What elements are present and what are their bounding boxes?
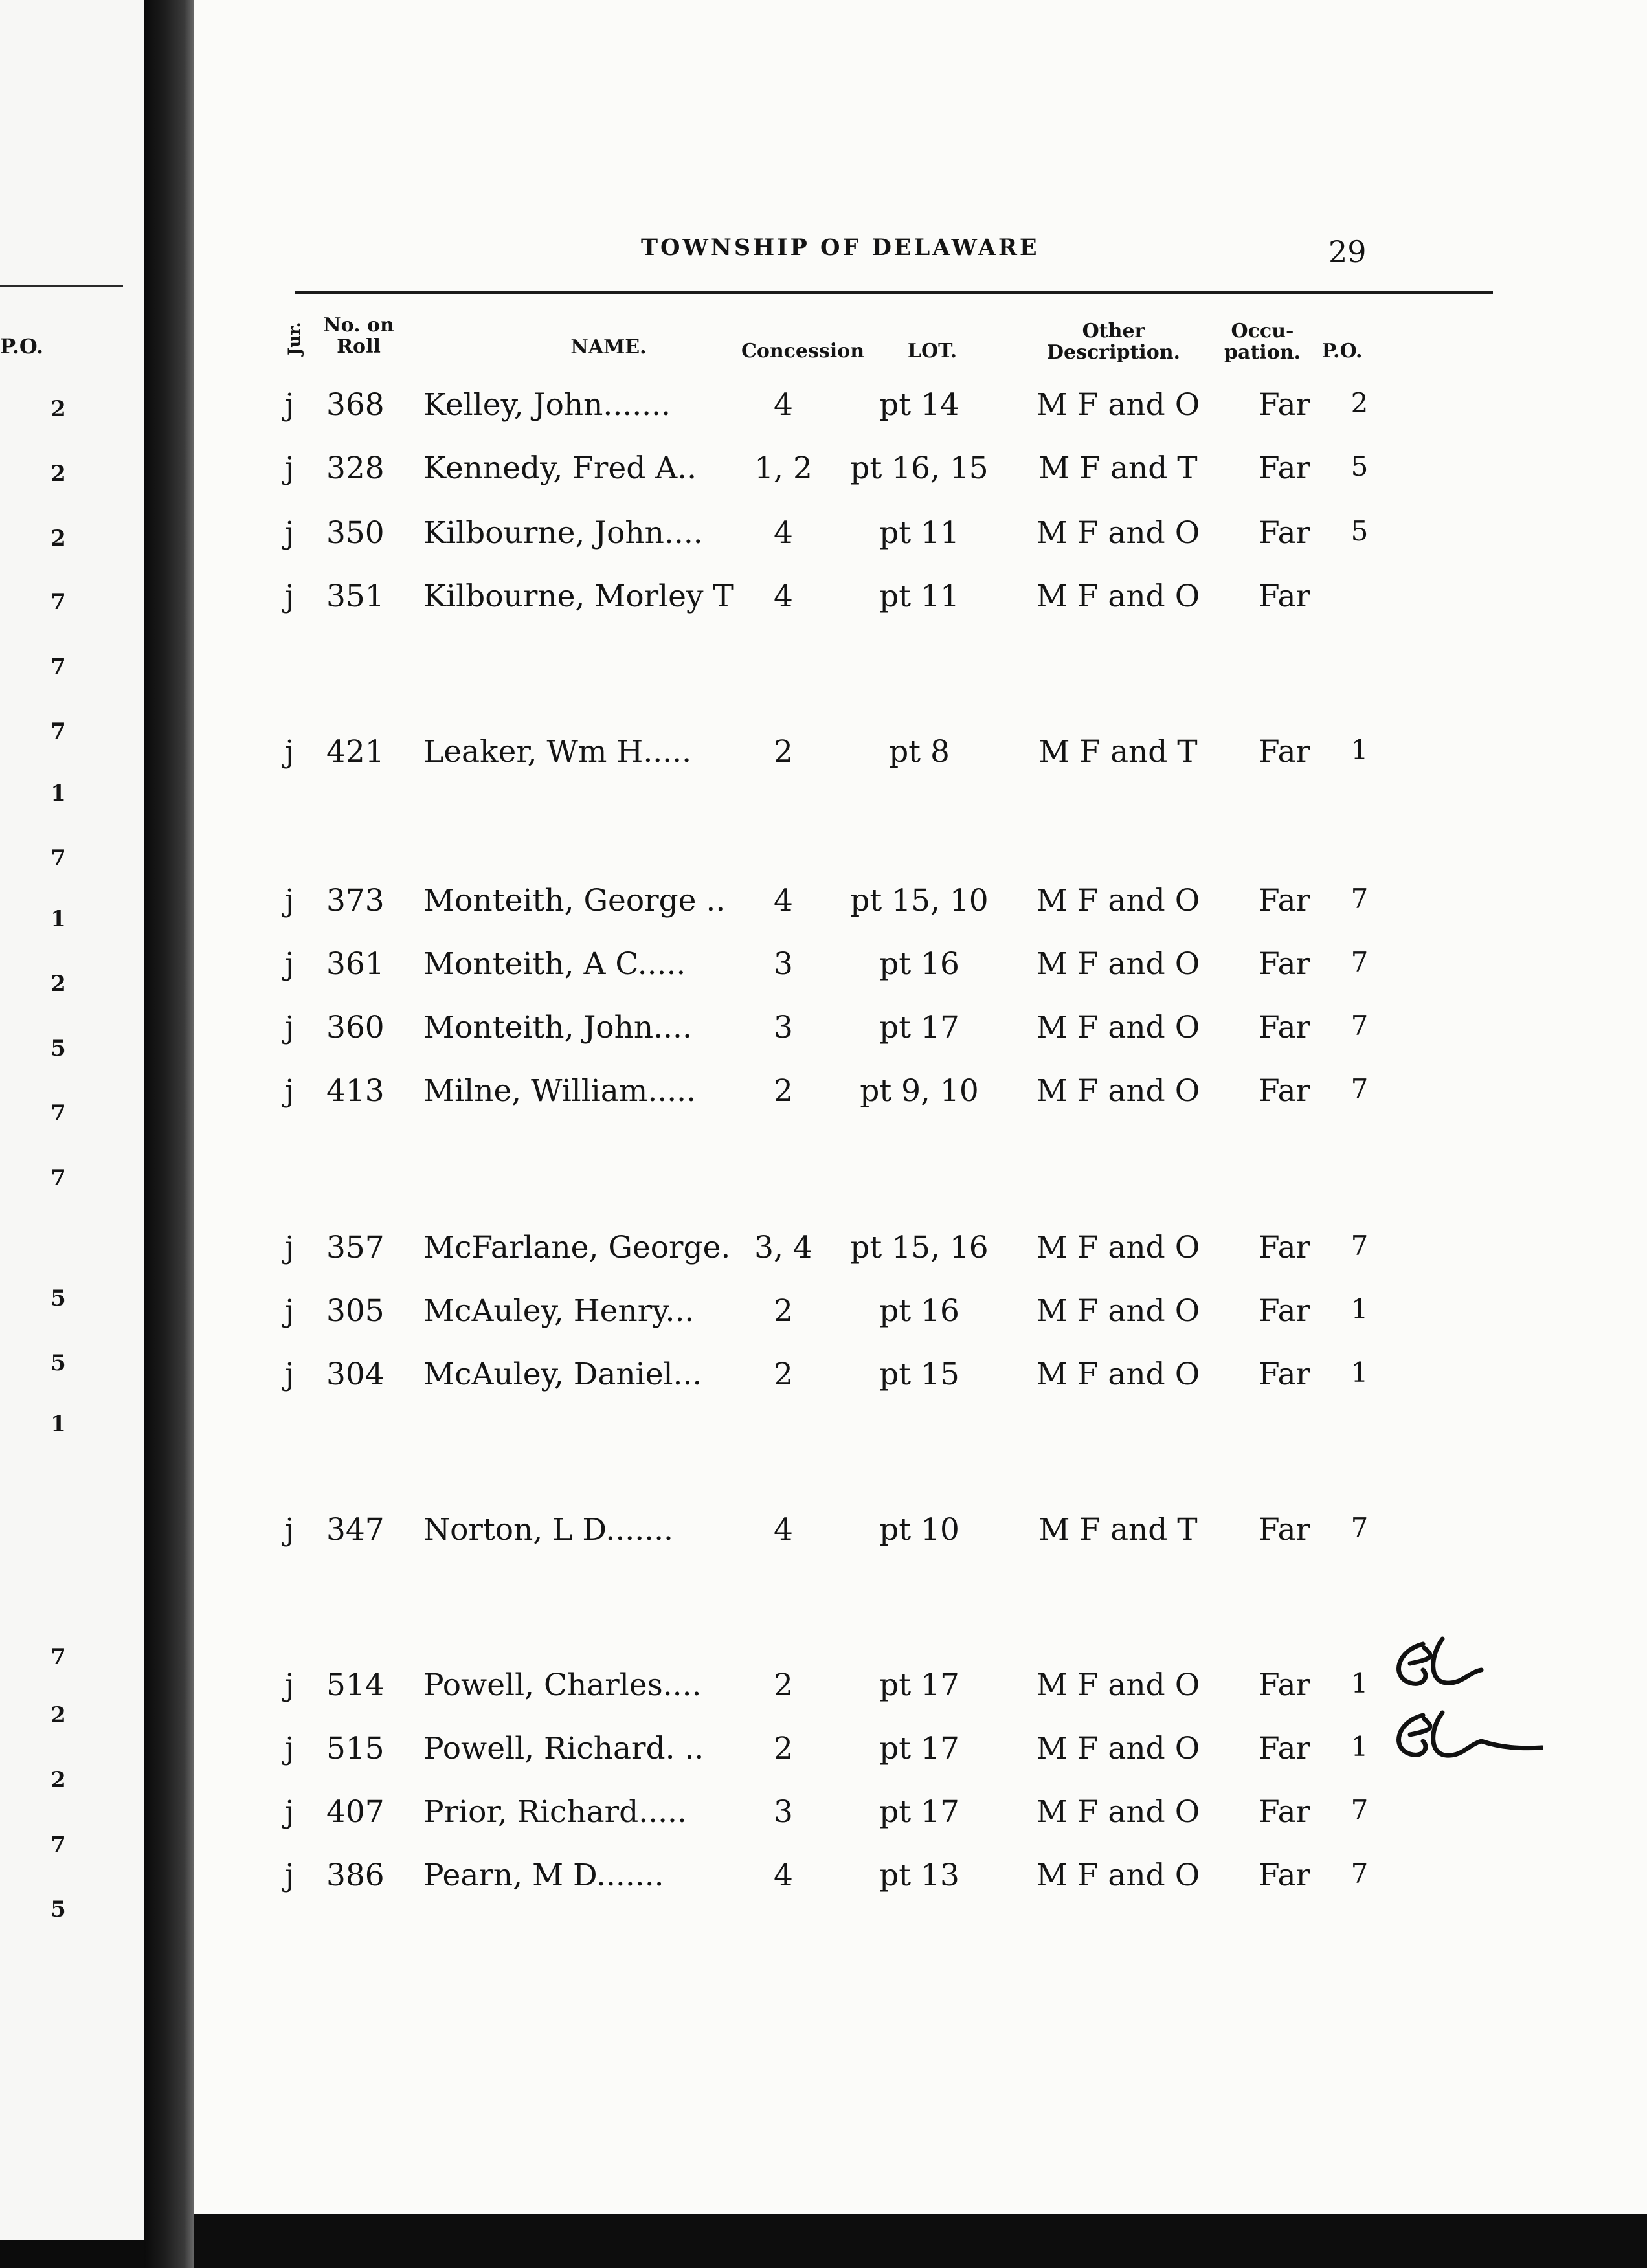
cell-name: Milne, William.....	[423, 1073, 697, 1109]
cell-roll-number: 421	[326, 734, 385, 770]
cell-po: 7	[1350, 1858, 1369, 1889]
cell-name: Leaker, Wm H.....	[423, 734, 692, 770]
column-header-occupation	[1204, 320, 1321, 363]
cell-roll-number: 351	[326, 579, 385, 614]
cell-po: 1	[1350, 734, 1369, 766]
cell-po: 7	[1350, 1073, 1369, 1105]
cell-jur: j	[285, 946, 295, 982]
cell-concession: 2	[774, 734, 793, 770]
cell-concession: 4	[774, 1512, 793, 1548]
cell-roll-number: 373	[326, 883, 385, 918]
cell-occupation: Far	[1259, 387, 1310, 423]
cell-occupation: Far	[1259, 1667, 1310, 1703]
cell-po: 7	[1350, 1794, 1369, 1826]
cell-roll-number: 360	[326, 1010, 385, 1045]
cell-concession: 4	[774, 1858, 793, 1893]
cell-jur: j	[285, 883, 295, 918]
cell-occupation: Far	[1259, 450, 1310, 486]
column-header-name: NAME.	[570, 336, 647, 359]
previous-page-po-value: 7	[50, 718, 66, 744]
previous-page-po-value: 2	[50, 526, 66, 551]
cell-occupation: Far	[1259, 1794, 1310, 1830]
previous-page-po-header: P.O.	[0, 334, 44, 359]
cell-concession: 4	[774, 883, 793, 918]
cell-occupation: Far	[1259, 946, 1310, 982]
table-row	[194, 1357, 1647, 1402]
previous-page-po-value: 7	[50, 1644, 66, 1670]
cell-po: 7	[1350, 946, 1369, 978]
cell-lot: pt 9, 10	[860, 1073, 979, 1109]
cell-occupation: Far	[1259, 1357, 1310, 1392]
cell-po: 2	[1350, 387, 1369, 419]
cell-name: McFarlane, George.	[423, 1230, 731, 1265]
cell-lot: pt 16	[879, 1293, 959, 1329]
cell-name: Norton, L D.......	[423, 1512, 673, 1548]
cell-concession: 3	[774, 1794, 793, 1830]
cell-po: 7	[1350, 1010, 1369, 1041]
column-header-jur: Jur.	[285, 322, 305, 355]
cell-po: 1	[1350, 1357, 1369, 1388]
previous-page-po-value: 5	[50, 1036, 66, 1062]
column-header-po: P.O.	[1321, 340, 1363, 362]
table-row	[194, 1794, 1647, 1840]
column-header-other-description-line2: Description.	[1047, 341, 1180, 364]
cell-description: M F and O	[1036, 579, 1200, 614]
cell-concession: 2	[774, 1073, 793, 1109]
cell-concession: 2	[774, 1667, 793, 1703]
cell-roll-number: 386	[326, 1858, 385, 1893]
column-header-lot: LOT.	[907, 340, 958, 362]
column-header-no-on-roll	[313, 315, 404, 357]
cell-concession: 4	[774, 515, 793, 551]
previous-page-po-value: 1	[50, 781, 66, 806]
cell-jur: j	[285, 579, 295, 614]
table-row	[194, 946, 1647, 992]
cell-occupation: Far	[1259, 883, 1310, 918]
cell-lot: pt 17	[879, 1794, 959, 1830]
previous-page-po-value: 7	[50, 1832, 66, 1858]
cell-description: M F and O	[1036, 1858, 1200, 1893]
cell-roll-number: 361	[326, 946, 385, 982]
table-row	[194, 883, 1647, 928]
previous-page-po-value: 2	[50, 971, 66, 997]
cell-roll-number: 328	[326, 450, 385, 486]
cell-roll-number: 304	[326, 1357, 385, 1392]
cell-name: Monteith, A C.....	[423, 946, 686, 982]
cell-roll-number: 305	[326, 1293, 385, 1329]
cell-roll-number: 514	[326, 1667, 385, 1703]
cell-lot: pt 8	[889, 734, 950, 770]
cell-roll-number: 407	[326, 1794, 385, 1830]
ledger-page	[194, 0, 1647, 2214]
cell-name: Kennedy, Fred A..	[423, 450, 697, 486]
cell-jur: j	[285, 1230, 295, 1265]
cell-po: 1	[1350, 1293, 1369, 1325]
table-row	[194, 1010, 1647, 1055]
previous-page-po-value: 2	[50, 461, 66, 487]
cell-occupation: Far	[1259, 579, 1310, 614]
cell-occupation: Far	[1259, 515, 1310, 551]
cell-roll-number: 350	[326, 515, 385, 551]
cell-roll-number: 357	[326, 1230, 385, 1265]
previous-page-po-value: 7	[50, 589, 66, 615]
cell-jur: j	[285, 515, 295, 551]
table-row	[194, 450, 1647, 496]
cell-jur: j	[285, 450, 295, 486]
cell-jur: j	[285, 1794, 295, 1830]
column-header-occupation-line1: Occu-	[1231, 320, 1294, 342]
cell-po: 7	[1350, 883, 1369, 915]
cell-lot: pt 17	[879, 1731, 959, 1766]
previous-page-po-value: 1	[50, 906, 66, 932]
cell-po: 7	[1350, 1230, 1369, 1262]
table-row	[194, 1293, 1647, 1339]
cell-name: Pearn, M D.......	[423, 1858, 664, 1893]
cell-jur: j	[285, 387, 295, 423]
previous-page-po-value: 5	[50, 1896, 66, 1922]
previous-page-po-value: 5	[50, 1285, 66, 1311]
cell-occupation: Far	[1259, 734, 1310, 770]
page-number: 29	[1328, 234, 1367, 269]
binding-gutter	[144, 0, 194, 2268]
cell-lot: pt 15, 10	[850, 883, 989, 918]
cell-name: McAuley, Henry...	[423, 1293, 695, 1329]
cell-description: M F and T	[1038, 450, 1198, 486]
cell-concession: 2	[774, 1293, 793, 1329]
cell-name: Monteith, George ..	[423, 883, 726, 918]
cell-roll-number: 368	[326, 387, 385, 423]
cell-description: M F and O	[1036, 1010, 1200, 1045]
cell-description: M F and O	[1036, 515, 1200, 551]
cell-lot: pt 11	[879, 579, 959, 614]
cell-description: M F and O	[1036, 1293, 1200, 1329]
page-bottom-edge	[194, 2214, 1647, 2268]
cell-description: M F and O	[1036, 1073, 1200, 1109]
table-row	[194, 1073, 1647, 1118]
cell-lot: pt 16, 15	[850, 450, 989, 486]
page-title: TOWNSHIP OF DELAWARE	[641, 234, 1040, 261]
cell-description: M F and T	[1038, 1512, 1198, 1548]
cell-jur: j	[285, 1010, 295, 1045]
cell-po: 7	[1350, 1512, 1369, 1544]
cell-description: M F and O	[1036, 1357, 1200, 1392]
cell-occupation: Far	[1259, 1073, 1310, 1109]
cell-jur: j	[285, 1667, 295, 1703]
previous-page-po-value: 2	[50, 1702, 66, 1728]
cell-name: Powell, Charles....	[423, 1667, 702, 1703]
cell-concession: 3, 4	[754, 1230, 812, 1265]
column-header-occupation-line2: pation.	[1224, 341, 1301, 364]
cell-concession: 4	[774, 387, 793, 423]
column-header-no-on-roll-line2: Roll	[337, 335, 381, 358]
cell-occupation: Far	[1259, 1230, 1310, 1265]
cell-description: M F and O	[1036, 1731, 1200, 1766]
cell-description: M F and O	[1036, 387, 1200, 423]
cell-name: Kilbourne, Morley T	[423, 579, 734, 614]
table-row	[194, 1512, 1647, 1557]
cell-po: 5	[1350, 515, 1369, 547]
cell-occupation: Far	[1259, 1293, 1310, 1329]
cell-description: M F and O	[1036, 946, 1200, 982]
previous-page-po-value: 7	[50, 1165, 66, 1191]
cell-concession: 4	[774, 579, 793, 614]
cell-lot: pt 15	[879, 1357, 959, 1392]
cell-roll-number: 515	[326, 1731, 385, 1766]
cell-jur: j	[285, 734, 295, 770]
cell-lot: pt 10	[879, 1512, 959, 1548]
cell-name: Kelley, John.......	[423, 387, 671, 423]
previous-page-strip	[0, 0, 144, 2240]
cell-lot: pt 14	[879, 387, 959, 423]
cell-concession: 3	[774, 946, 793, 982]
cell-lot: pt 15, 16	[850, 1230, 989, 1265]
cell-jur: j	[285, 1858, 295, 1893]
cell-name: Prior, Richard.....	[423, 1794, 687, 1830]
cell-occupation: Far	[1259, 1512, 1310, 1548]
previous-page-po-value: 7	[50, 654, 66, 680]
column-header-no-on-roll-line1: No. on	[323, 314, 394, 337]
header-rule	[295, 291, 1493, 294]
cell-concession: 3	[774, 1010, 793, 1045]
cell-concession: 2	[774, 1731, 793, 1766]
handwritten-mark-2	[1384, 1709, 1543, 1773]
cell-description: M F and T	[1038, 734, 1198, 770]
cell-jur: j	[285, 1293, 295, 1329]
cell-po: 1	[1350, 1731, 1369, 1762]
cell-jur: j	[285, 1731, 295, 1766]
cell-name: McAuley, Daniel...	[423, 1357, 702, 1392]
cell-occupation: Far	[1259, 1010, 1310, 1045]
table-row	[194, 579, 1647, 624]
previous-page-po-value: 7	[50, 845, 66, 871]
table-row	[194, 515, 1647, 561]
cell-description: M F and O	[1036, 883, 1200, 918]
cell-lot: pt 17	[879, 1010, 959, 1045]
cell-name: Monteith, John....	[423, 1010, 692, 1045]
cell-lot: pt 16	[879, 946, 959, 982]
table-row	[194, 1230, 1647, 1275]
cell-name: Powell, Richard. ..	[423, 1731, 704, 1766]
cell-name: Kilbourne, John....	[423, 515, 703, 551]
cell-jur: j	[285, 1357, 295, 1392]
column-header-concession: Concession	[741, 340, 865, 362]
cell-jur: j	[285, 1073, 295, 1109]
previous-page-po-value: 2	[50, 396, 66, 422]
cell-po: 5	[1350, 450, 1369, 482]
column-header-other-description-line1: Other	[1082, 320, 1145, 342]
cell-description: M F and O	[1036, 1794, 1200, 1830]
cell-lot: pt 17	[879, 1667, 959, 1703]
cell-occupation: Far	[1259, 1858, 1310, 1893]
cell-description: M F and O	[1036, 1230, 1200, 1265]
previous-page-po-value: 2	[50, 1767, 66, 1793]
cell-concession: 1, 2	[754, 450, 812, 486]
previous-page-rule	[0, 285, 123, 287]
handwritten-mark-1	[1384, 1631, 1543, 1696]
column-header-other-description	[1036, 320, 1191, 363]
cell-concession: 2	[774, 1357, 793, 1392]
table-row	[194, 1858, 1647, 1903]
cell-roll-number: 347	[326, 1512, 385, 1548]
previous-page-po-value: 7	[50, 1100, 66, 1126]
previous-page-po-value: 5	[50, 1350, 66, 1376]
cell-lot: pt 11	[879, 515, 959, 551]
cell-roll-number: 413	[326, 1073, 385, 1109]
cell-occupation: Far	[1259, 1731, 1310, 1766]
previous-page-po-value: 1	[50, 1411, 66, 1437]
table-row	[194, 387, 1647, 432]
cell-po: 1	[1350, 1667, 1369, 1699]
cell-lot: pt 13	[879, 1858, 959, 1893]
table-row	[194, 734, 1647, 779]
cell-description: M F and O	[1036, 1667, 1200, 1703]
cell-jur: j	[285, 1512, 295, 1548]
